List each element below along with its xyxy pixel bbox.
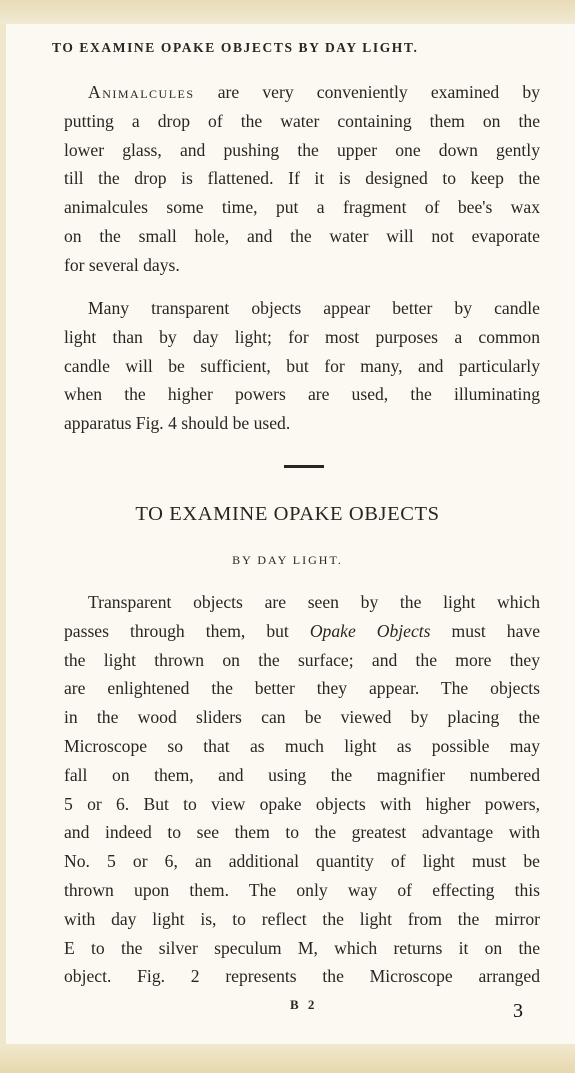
paragraph-line: lower glass, and pushing the upper one down gently bbox=[64, 139, 540, 160]
paragraph-line: Microscope so that as much light as possible may bbox=[64, 735, 540, 756]
paragraph-line: Animalcules are very conveniently examined by bbox=[88, 82, 540, 102]
paragraph-line: passes through them, but Opake Objects must have bbox=[64, 620, 541, 641]
section-heading: TO EXAMINE OPAKE OBJECTS bbox=[135, 503, 440, 525]
paragraph-line: E to the silver speculum M, which returns it on the bbox=[64, 937, 540, 958]
paragraph-line: 5 or 6. But to view opake objects with higher powers, bbox=[64, 793, 540, 814]
paragraph-line: in the wood sliders can be viewed by placing the bbox=[64, 707, 540, 728]
paragraph-candle-light bbox=[64, 294, 540, 438]
paragraph-line: candle will be sufficient, but for many, and particularly bbox=[64, 355, 540, 376]
paragraph-line: No. 5 or 6, an additional quantity of light must be bbox=[64, 851, 540, 872]
paragraph-animalcules bbox=[64, 78, 540, 280]
paragraph-line: thrown upon them. The only way of effecting this bbox=[64, 879, 540, 900]
paragraph-line: object. Fig. 2 represents the Microscope arranged bbox=[64, 966, 540, 987]
paragraph-line: light than by day light; for most purposes a common bbox=[64, 326, 540, 347]
paragraph-line: animalcules some time, put a fragment of bee's wax bbox=[64, 197, 540, 218]
signature-mark: B 2 bbox=[290, 997, 318, 1012]
paragraph-line: apparatus Fig. 4 should be used. bbox=[64, 413, 291, 434]
paragraph-line: the light thrown on the surface; and the more they bbox=[64, 649, 540, 670]
paragraph-opake-objects bbox=[64, 588, 540, 991]
section-subheading: BY DAY LIGHT. bbox=[232, 553, 343, 567]
paragraph-line: Many transparent objects appear better by candle bbox=[88, 298, 540, 318]
section-divider-rule bbox=[284, 465, 324, 468]
italic-term: Opake Objects bbox=[309, 620, 431, 641]
paragraph-line: are enlightened the better they appear. The objects bbox=[64, 678, 540, 699]
running-head: TO EXAMINE OPAKE OBJECTS BY DAY LIGHT. bbox=[52, 40, 419, 55]
paragraph-line: when the higher powers are used, the illuminating bbox=[64, 384, 540, 405]
paragraph-line: till the drop is flattened. If it is designed to keep the bbox=[64, 168, 540, 189]
paragraph-line: putting a drop of the water containing them on the bbox=[64, 110, 540, 131]
paragraph-line: fall on them, and using the magnifier numbered bbox=[64, 764, 540, 785]
paragraph-line: Transparent objects are seen by the light which bbox=[88, 592, 540, 612]
paragraph-line: for several days. bbox=[64, 254, 180, 275]
first-word: Animalcules bbox=[88, 82, 195, 102]
paragraph-line: with day light is, to reflect the light from the mirror bbox=[64, 908, 540, 929]
paper-edge-bottom bbox=[0, 1044, 575, 1073]
paper-edge-top bbox=[0, 0, 575, 24]
page-number: 3 bbox=[513, 1000, 523, 1022]
paragraph-line: on the small hole, and the water will not evaporate bbox=[64, 225, 540, 246]
paragraph-line: and indeed to see them to the greatest advantage with bbox=[64, 822, 540, 843]
